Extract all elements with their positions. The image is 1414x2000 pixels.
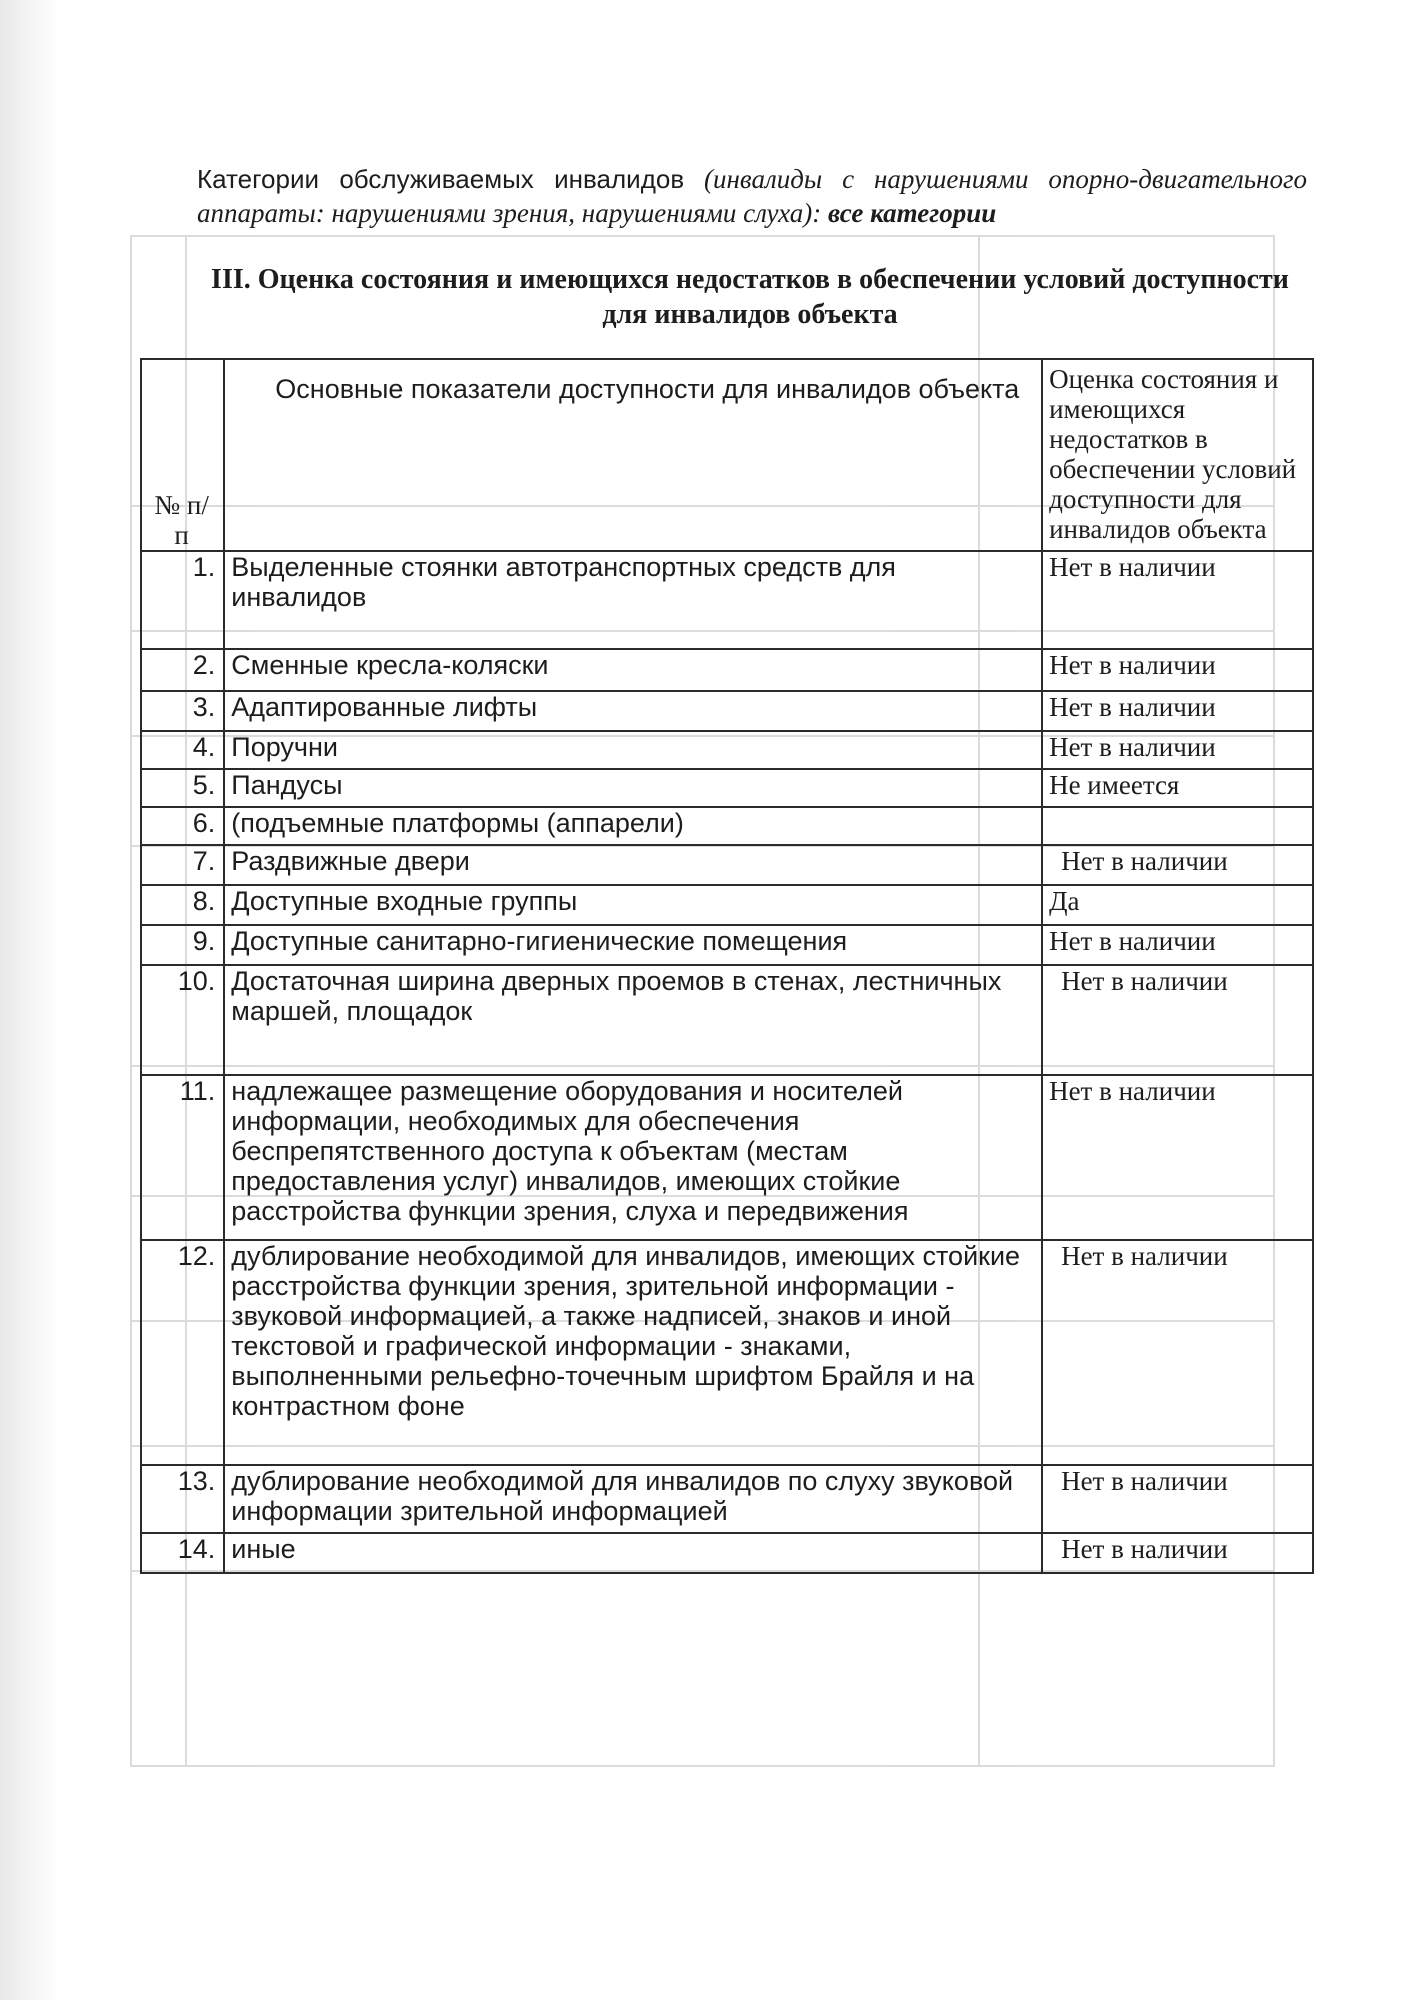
row-evaluation: Нет в наличии [1042,649,1313,691]
row-evaluation: Нет в наличии [1042,691,1313,731]
row-indicator: иные [224,1533,1042,1573]
header-evaluation: Оценка состояния и имеющихся недостатков в обеспечении условий доступности для инвалидов объекта [1042,359,1313,551]
row-indicator: Раздвижные двери [224,845,1042,885]
section-title: III. Оценка состояния и имеющихся недостатков в обеспечении условий доступности для инвалидов объекта [211,264,1289,330]
table-header-row [141,359,1313,551]
row-indicator: Адаптированные лифты [224,691,1042,731]
row-indicator: Достаточная ширина дверных проемов в стенах, лестничных маршей, площадок [224,965,1042,1075]
row-evaluation: Не имеется [1042,769,1313,807]
row-indicator: Доступные входные группы [224,885,1042,925]
scan-edge-shadow [0,0,60,2000]
row-evaluation: Нет в наличии [1042,731,1313,769]
table-row [141,731,1313,769]
table-row [141,1075,1313,1240]
table-row [141,885,1313,925]
row-number: 3. [141,691,224,731]
table-row [141,769,1313,807]
header-indicator: Основные показатели доступности для инвалидов объекта [224,359,1042,551]
row-evaluation: Нет в наличии [1042,1240,1313,1465]
table-row [141,965,1313,1075]
table-row [141,551,1313,649]
row-number: 5. [141,769,224,807]
row-indicator: дублирование необходимой для инвалидов, имеющих стойкие расстройства функции зрения, зрительной информации - звуковой информацией, а также надписей, знаков и иной текстовой и графической информации - знаками, выполненными рельефно-точечным шрифтом Брайля и на контрастном фоне [224,1240,1042,1465]
row-evaluation: Нет в наличии [1042,1075,1313,1240]
row-number: 7. [141,845,224,885]
row-evaluation: Нет в наличии [1042,965,1313,1075]
row-number: 13. [141,1465,224,1533]
table-row [141,1240,1313,1465]
categories-detail: (инвалиды с нарушениями опорно-двигательного аппараты: нарушениями зрения, нарушениями слуха): [197,164,1307,228]
row-evaluation: Нет в наличии [1042,925,1313,965]
row-indicator: Пандусы [224,769,1042,807]
row-number: 4. [141,731,224,769]
table-row [141,1465,1313,1533]
row-evaluation: Нет в наличии [1042,1465,1313,1533]
row-number: 8. [141,885,224,925]
row-number: 11. [141,1075,224,1240]
row-number: 2. [141,649,224,691]
row-evaluation: Нет в наличии [1042,551,1313,649]
table-row [141,691,1313,731]
row-number: 10. [141,965,224,1075]
row-indicator: дублирование необходимой для инвалидов по слуху звуковой информации зрительной информацией [224,1465,1042,1533]
row-evaluation: Нет в наличии [1042,1533,1313,1573]
row-indicator: Доступные санитарно-гигиенические помещения [224,925,1042,965]
table-row [141,1533,1313,1573]
categories-value: все категории [828,198,997,228]
row-indicator: Сменные кресла-коляски [224,649,1042,691]
row-number: 1. [141,551,224,649]
categories-lead: Категории обслуживаемых инвалидов [197,164,685,194]
table-row [141,845,1313,885]
row-indicator: надлежащее размещение оборудования и носителей информации, необходимых для обеспечения беспрепятственного доступа к объектам (местам предоставления услуг) инвалидов, имеющих стойкие расстройства функции зрения, слуха и передвижения [224,1075,1042,1240]
row-number: 6. [141,807,224,845]
row-indicator: Поручни [224,731,1042,769]
served-categories-paragraph [197,162,1307,230]
row-indicator: (подъемные платформы (аппарели) [224,807,1042,845]
row-indicator: Выделенные стоянки автотранспортных средств для инвалидов [224,551,1042,649]
accessibility-table [140,358,1314,1574]
header-number: № п/п [141,359,224,551]
row-evaluation [1042,807,1313,845]
table-row [141,807,1313,845]
row-evaluation: Да [1042,885,1313,925]
row-number: 14. [141,1533,224,1573]
table-row [141,649,1313,691]
table-row [141,925,1313,965]
row-number: 12. [141,1240,224,1465]
row-number: 9. [141,925,224,965]
row-evaluation: Нет в наличии [1042,845,1313,885]
